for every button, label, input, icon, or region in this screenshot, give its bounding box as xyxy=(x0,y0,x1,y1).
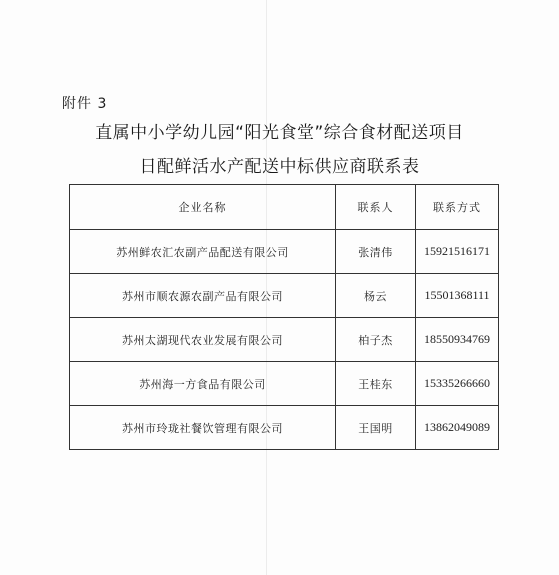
contact-person: 张清伟 xyxy=(336,230,416,274)
contact-phone: 15335266660 xyxy=(416,362,499,406)
document-title-line-1: 直属中小学幼儿园“阳光食堂”综合食材配送项目 xyxy=(95,123,464,143)
company-name: 苏州太湖现代农业发展有限公司 xyxy=(70,318,336,362)
table-header-row xyxy=(70,185,499,230)
table-row xyxy=(70,406,499,450)
contact-person: 王国明 xyxy=(336,406,416,450)
supplier-contact-table xyxy=(69,184,499,450)
contact-phone: 15501368111 xyxy=(416,274,499,318)
header-contact: 联系人 xyxy=(336,185,416,230)
contact-person: 王桂东 xyxy=(336,362,416,406)
contact-person: 杨云 xyxy=(336,274,416,318)
table-row xyxy=(70,274,499,318)
attachment-label: 附件 3 xyxy=(62,96,108,112)
company-name: 苏州鲜农汇农副产品配送有限公司 xyxy=(70,230,336,274)
company-name: 苏州海一方食品有限公司 xyxy=(70,362,336,406)
table-row xyxy=(70,230,499,274)
contact-phone: 18550934769 xyxy=(416,318,499,362)
company-name: 苏州市玲珑社餐饮管理有限公司 xyxy=(70,406,336,450)
contact-phone: 13862049089 xyxy=(416,406,499,450)
header-company: 企业名称 xyxy=(70,185,336,230)
table-row xyxy=(70,362,499,406)
header-phone: 联系方式 xyxy=(416,185,499,230)
contact-person: 柏子杰 xyxy=(336,318,416,362)
company-name: 苏州市顺农源农副产品有限公司 xyxy=(70,274,336,318)
document-title-line-2: 日配鲜活水产配送中标供应商联系表 xyxy=(139,157,420,177)
table-row xyxy=(70,318,499,362)
contact-phone: 15921516171 xyxy=(416,230,499,274)
